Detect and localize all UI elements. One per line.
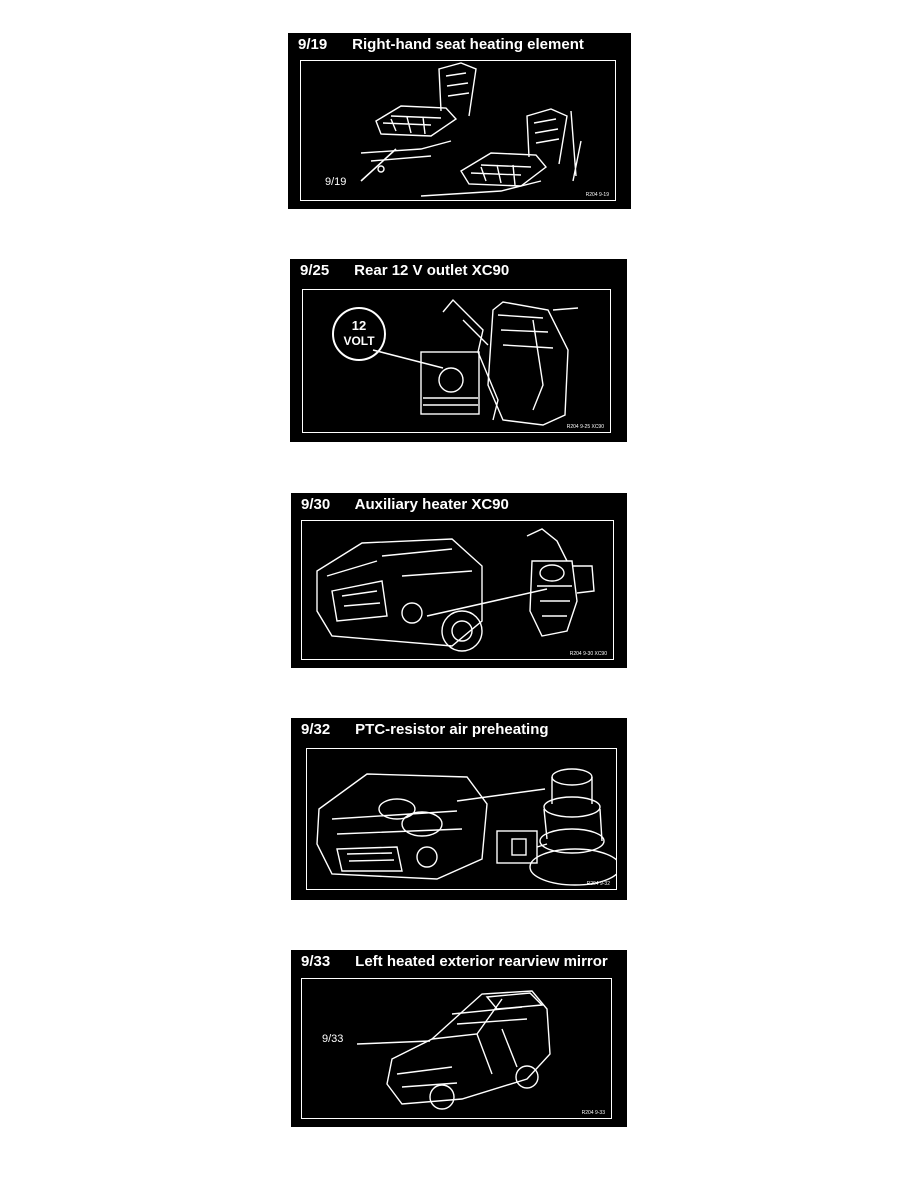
figure-code: 9/25 xyxy=(300,262,330,279)
callout-label: 9/33 xyxy=(322,1033,344,1045)
figure-title xyxy=(301,953,608,970)
figure-caption: Auxiliary heater XC90 xyxy=(354,496,509,513)
figure-reference: R204 9-33 xyxy=(581,1110,605,1116)
figure-reference: R204 9-25 XC90 xyxy=(566,424,604,430)
figure-reference: R204 9-32 xyxy=(586,881,610,887)
ptc-resistor-illustration xyxy=(307,749,616,889)
figure-caption: Left heated exterior rearview mirror xyxy=(355,953,608,970)
figure-9-30 xyxy=(291,493,627,668)
figure-reference: R204 9-30 XC90 xyxy=(569,651,607,657)
seat-illustration xyxy=(301,61,615,200)
figure-9-25 xyxy=(290,259,627,442)
figure-illustration xyxy=(301,978,612,1119)
figure-code: 9/32 xyxy=(301,721,331,738)
figure-code: 9/30 xyxy=(301,496,331,513)
heater-illustration xyxy=(302,521,613,659)
figure-caption: Right-hand seat heating element xyxy=(352,36,584,53)
figure-code: 9/19 xyxy=(298,36,328,53)
mirror-illustration xyxy=(302,979,611,1118)
figure-illustration xyxy=(301,520,614,660)
figure-caption: Rear 12 V outlet XC90 xyxy=(354,262,510,279)
figure-reference: R204 9-19 xyxy=(585,192,609,198)
figure-code: 9/33 xyxy=(301,953,331,970)
figure-caption: PTC-resistor air preheating xyxy=(355,721,549,738)
outlet-illustration xyxy=(303,290,610,432)
figure-illustration xyxy=(306,748,617,890)
figure-9-19 xyxy=(288,33,631,209)
badge-bottom-text: VOLT xyxy=(343,334,375,348)
figure-9-33 xyxy=(291,950,627,1127)
figure-9-32 xyxy=(291,718,627,900)
figure-illustration xyxy=(300,60,616,201)
figure-title xyxy=(298,36,584,53)
figure-title xyxy=(301,496,509,513)
callout-label: 9/19 xyxy=(325,176,347,188)
figure-illustration xyxy=(302,289,611,433)
badge-top-text: 12 xyxy=(351,318,367,333)
figure-title xyxy=(300,262,509,279)
figure-title xyxy=(301,721,549,738)
